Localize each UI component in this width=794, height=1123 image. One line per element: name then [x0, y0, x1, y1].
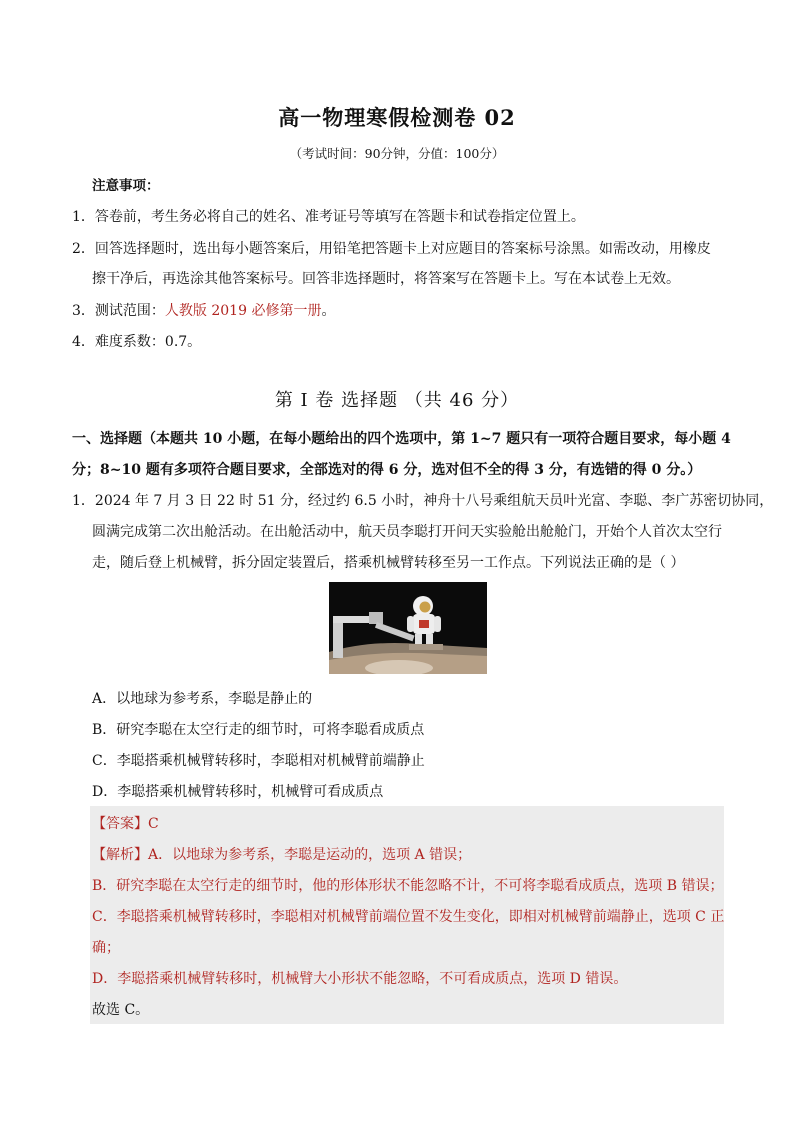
answer-value: C — [148, 816, 159, 832]
notice-item-3-label: 3．测试范围： — [72, 303, 165, 319]
analysis-c-1: C．李聪搭乘机械臂转移时，李聪相对机械臂前端位置不发生变化，即相对机械臂前端静止，选项 C 正 — [92, 909, 725, 925]
notice-item-2: 2．回答选择题时，选出每小题答案后，用铅笔把答题卡上对应题目的答案标号涂黑。如需改动，用橡皮 — [72, 241, 711, 257]
section-instruction-2: 分；8~10 题有多项符合题目要求，全部选对的得 6 分，选对但不全的得 3 分，有选错的得 0 分。） — [72, 462, 702, 478]
option-b: B．研究李聪在太空行走的细节时，可将李聪看成质点 — [92, 722, 425, 738]
analysis-a: A．以地球为参考系，李聪是运动的，选项 A 错误； — [148, 847, 472, 863]
option-a: A．以地球为参考系，李聪是静止的 — [92, 691, 313, 707]
answer-line — [92, 813, 159, 833]
notice-item-4: 4．难度系数：0.7。 — [72, 334, 202, 350]
section-instruction-1: 一、选择题（本题共 10 小题，在每小题给出的四个选项中，第 1~7 题只有一项符合题目要求，每小题 4 — [72, 431, 731, 447]
notice-item-3-end: 。 — [321, 303, 336, 319]
page-title: 高一物理寒假检测卷 02 — [278, 105, 516, 130]
section-title: 第 I 卷 选择题 （共 46 分） — [274, 390, 520, 411]
analysis-c-2: 确； — [92, 940, 120, 956]
option-d: D．李聪搭乘机械臂转移时，机械臂可看成质点 — [92, 784, 384, 800]
astronaut-illustration — [329, 582, 487, 674]
exam-info: （考试时间：90分钟，分值：100分） — [289, 146, 505, 161]
conclusion: 故选 C。 — [92, 1002, 150, 1018]
analysis-line-a — [92, 844, 471, 864]
analysis-d: D．李聪搭乘机械臂转移时，机械臂大小形状不能忽略，不可看成质点，选项 D 错误。 — [92, 971, 628, 987]
analysis-b: B．研究李聪在太空行走的细节时，他的形体形状不能忽略不计，不可将李聪看成质点，选项 B 错误； — [92, 878, 724, 894]
question-1-stem-3: 走，随后登上机械臂，拆分固定装置后，搭乘机械臂转移至另一工作点。下列说法正确的是（ ） — [92, 555, 685, 571]
notice-item-3 — [72, 300, 335, 320]
astronaut-robotic-arm-image — [329, 582, 487, 674]
notice-item-2-cont: 擦干净后，再选涂其他答案标号。回答非选择题时，将答案写在答题卡上。写在本试卷上无效。 — [92, 271, 680, 287]
test-scope: 人教版 2019 必修第一册 — [164, 303, 322, 319]
notice-item-1: 1．答卷前，考生务必将自己的姓名、准考证号等填写在答题卡和试卷指定位置上。 — [72, 209, 585, 225]
question-1-stem-1: 1．2024 年 7 月 3 日 22 时 51 分，经过约 6.5 小时，神舟十八号乘组航天员叶光富、李聪、李广苏密切协同， — [72, 493, 774, 509]
question-1-stem-2: 圆满完成第二次出舱活动。在出舱活动中，航天员李聪打开问天实验舱出舱舱门，开始个人首次太空行 — [92, 524, 722, 540]
analysis-tag: 【解析】 — [92, 847, 148, 863]
notice-heading: 注意事项： — [92, 178, 160, 194]
option-c: C．李聪搭乘机械臂转移时，李聪相对机械臂前端静止 — [92, 753, 425, 769]
answer-tag: 【答案】 — [92, 816, 148, 832]
